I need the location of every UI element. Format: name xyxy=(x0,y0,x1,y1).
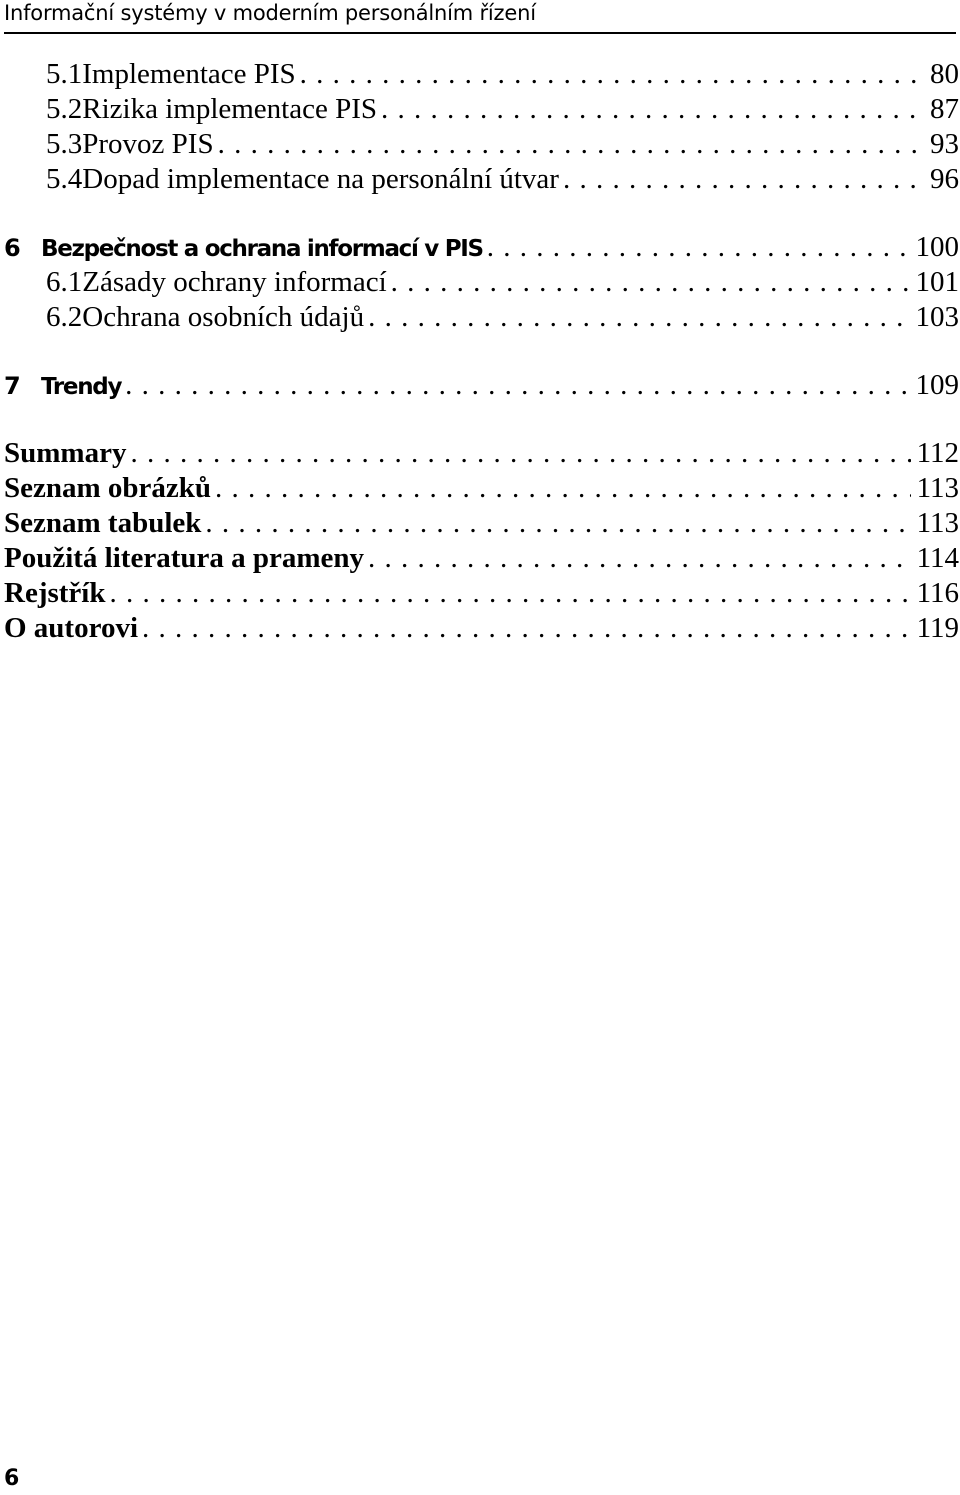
toc-back-title: O autorovi xyxy=(4,612,138,644)
toc-dot-leader xyxy=(391,266,910,299)
toc-back-title: Použitá literatura a prameny xyxy=(4,542,365,574)
toc-dot-leader xyxy=(368,301,909,334)
toc-chapter-number: 6 xyxy=(4,234,20,262)
toc-back-figures[interactable] xyxy=(4,472,959,507)
toc-entry-page: 87 xyxy=(930,93,959,125)
toc-entry-page: 93 xyxy=(930,128,959,160)
toc-chapter-6[interactable] xyxy=(4,231,959,266)
toc-entry-number: 6.2 xyxy=(46,301,83,333)
toc-dot-leader xyxy=(563,163,924,196)
toc-entry-number: 5.3 xyxy=(46,128,83,160)
toc-dot-leader xyxy=(130,437,910,470)
toc-back-title: Seznam obrázků xyxy=(4,472,212,504)
toc-chapter-title: Bezpečnost a ochrana informací v PIS xyxy=(41,236,483,262)
toc-dot-leader xyxy=(368,542,911,575)
toc-entry-title: Rizika implementace PIS xyxy=(82,93,378,125)
toc-entry-page: 103 xyxy=(915,301,959,333)
toc-back-page: 119 xyxy=(916,612,959,644)
toc-entry-page: 101 xyxy=(915,266,959,298)
toc-chapter-number: 7 xyxy=(4,372,20,400)
toc-back-page: 113 xyxy=(916,507,959,539)
toc-entry-5-2[interactable] xyxy=(4,93,959,128)
toc-back-page: 114 xyxy=(916,542,959,574)
toc-entry-title: Dopad implementace na personální útvar xyxy=(82,163,559,195)
toc-dot-leader xyxy=(381,93,924,126)
toc-chapter-page: 100 xyxy=(915,231,959,263)
toc-dot-leader xyxy=(142,612,911,645)
toc-entry-number: 5.4 xyxy=(46,163,83,195)
toc-back-title: Rejstřík xyxy=(4,577,106,609)
toc-chapter-title: Trendy xyxy=(41,374,122,400)
toc-back-page: 116 xyxy=(916,577,959,609)
toc-chapter-7[interactable] xyxy=(4,369,959,404)
running-header-title: Informační systémy v moderním personálním řízení xyxy=(4,1,536,25)
toc-dot-leader xyxy=(218,128,924,161)
page-number: 6 xyxy=(4,1466,20,1491)
toc-dot-leader xyxy=(109,577,910,610)
toc-chapter-page: 109 xyxy=(915,369,959,401)
toc-entry-title: Ochrana osobních údajů xyxy=(82,301,365,333)
toc-dot-leader xyxy=(487,231,910,264)
toc-entry-title: Zásady ochrany informací xyxy=(82,266,387,298)
toc-back-summary[interactable] xyxy=(4,437,959,472)
table-of-contents xyxy=(4,58,959,647)
toc-entry-5-4[interactable] xyxy=(4,163,959,198)
toc-dot-leader xyxy=(300,58,924,91)
toc-entry-title: Implementace PIS xyxy=(82,58,296,90)
toc-entry-page: 80 xyxy=(930,58,959,90)
toc-entry-5-3[interactable] xyxy=(4,128,959,163)
toc-dot-leader xyxy=(215,472,911,505)
toc-entry-6-2[interactable] xyxy=(4,301,959,336)
toc-entry-page: 96 xyxy=(930,163,959,195)
toc-back-title: Summary xyxy=(4,437,127,469)
toc-back-literature[interactable] xyxy=(4,542,959,577)
toc-entry-6-1[interactable] xyxy=(4,266,959,301)
toc-entry-5-1[interactable] xyxy=(4,58,959,93)
toc-back-page: 113 xyxy=(916,472,959,504)
toc-back-page: 112 xyxy=(916,437,959,469)
toc-entry-number: 5.2 xyxy=(46,93,83,125)
toc-entry-number: 6.1 xyxy=(46,266,83,298)
toc-back-title: Seznam tabulek xyxy=(4,507,202,539)
toc-back-index[interactable] xyxy=(4,577,959,612)
toc-dot-leader xyxy=(205,507,910,540)
toc-entry-title: Provoz PIS xyxy=(82,128,214,160)
toc-back-tables[interactable] xyxy=(4,507,959,542)
toc-back-author[interactable] xyxy=(4,612,959,647)
toc-entry-number: 5.1 xyxy=(46,58,83,90)
running-header xyxy=(4,0,956,34)
toc-dot-leader xyxy=(125,369,909,402)
